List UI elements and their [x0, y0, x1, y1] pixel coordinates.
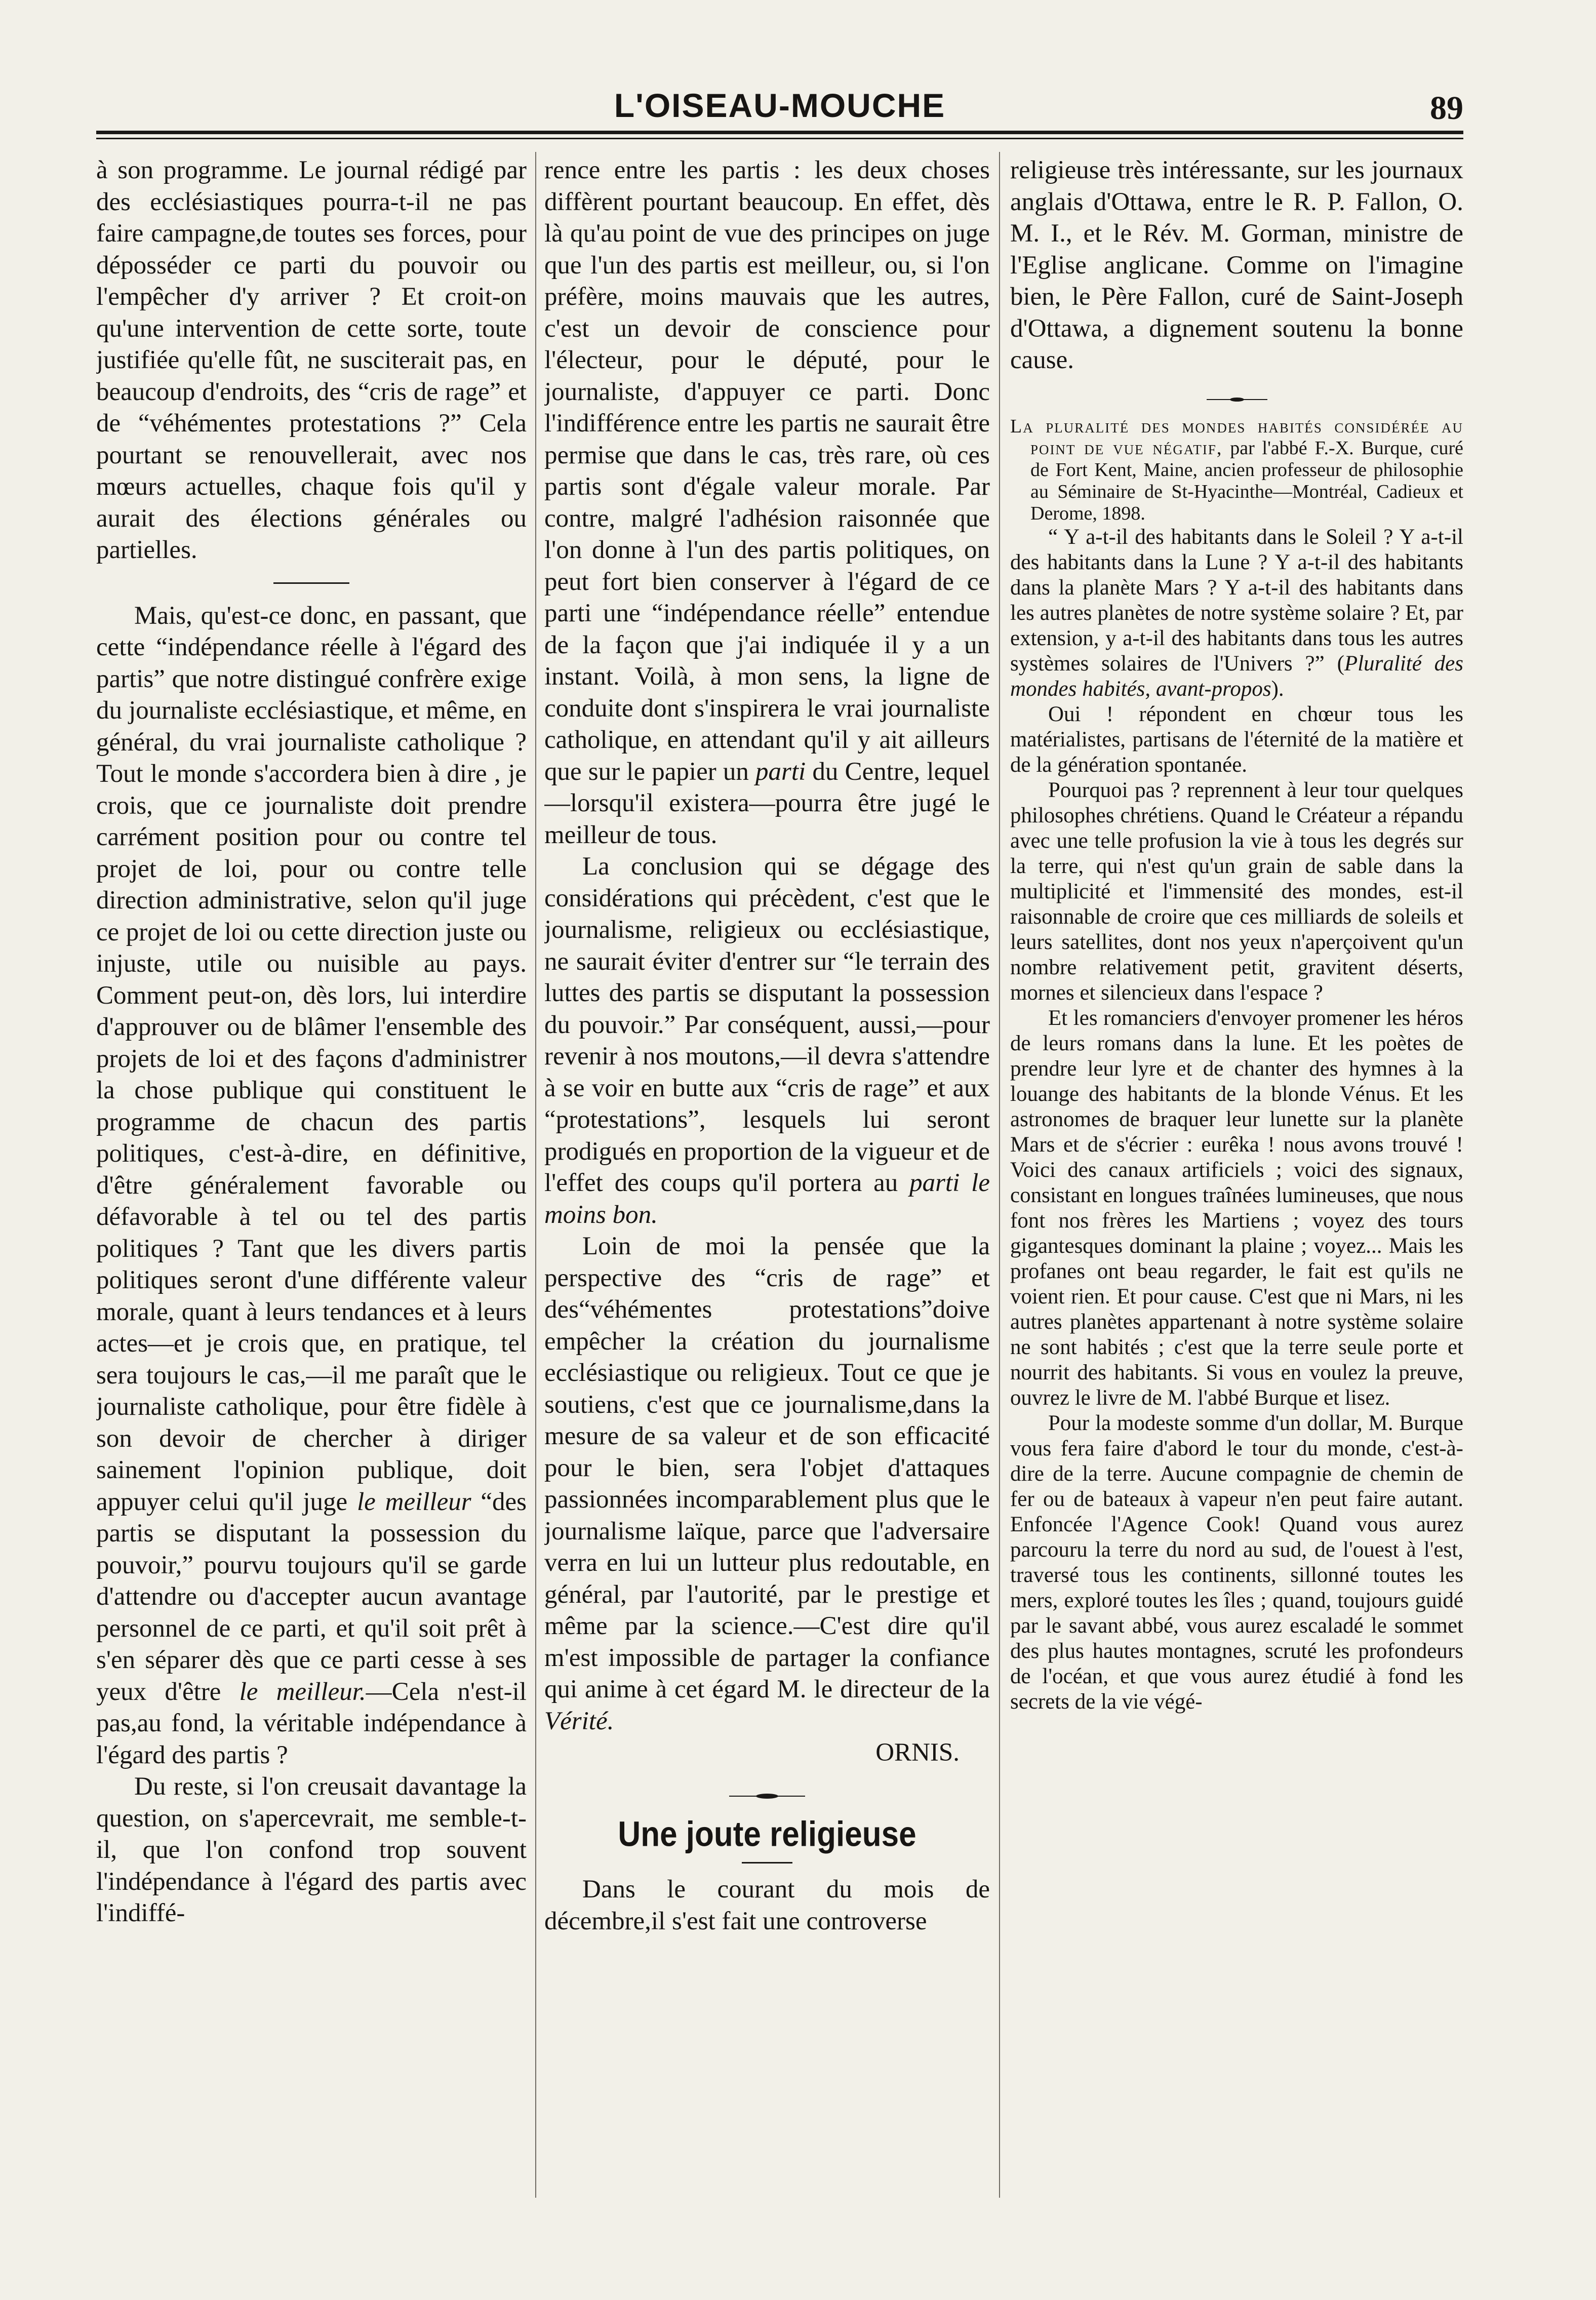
col2-p3-text: Loin de moi la pensée que la perspective des “cris de rage” et des“véhémentes protestations”doive empêcher la création du journalisme ecclésiastique ou religieux. Tout ce que je soutiens, c'est que ce journalisme,dans la mesure de sa valeur et de son efficacité pour le bien, sera l'objet d'attaques passionnées incomparablement plus que le journalisme laïque, parce que l'adversaire verra en lui un lutteur plus redoutable, en général, par l'autorité, par le prestige et même par la science.—C'est dire qu'il m'est impossible de partager la confiance qui anime à cet égard M. le directeur de la [544, 1232, 990, 1703]
page-number: 89 [1430, 90, 1463, 127]
small-ornament-icon [1207, 396, 1267, 403]
col2-paragraph-4: Dans le courant du mois de décembre,il s'est fait une controverse [544, 1875, 990, 1935]
column-1 [96, 154, 527, 2195]
col3-lead-paragraph: religieuse très intéressante, sur les journaux anglais d'Ottawa, entre le R. P. Fallon, O. M. I., et le Rév. M. Gorman, ministre de l'Eglise anglicane. Comme on l'imagine bien, le Père Fallon, curé de Saint-Joseph d'Ottawa, a dignement soutenu la bonne cause. [1010, 156, 1463, 374]
section-title: Une joute religieuse [618, 1814, 916, 1854]
section-title-rule [742, 1862, 792, 1863]
col2-p3-italic: Vérité. [544, 1707, 614, 1735]
col2-p2-text: La conclusion qui se dégage des considérations qui précèdent, c'est que le journalisme, religieux ou ecclésiastique, ne saurait éviter d'entrer sur “le terrain des luttes des partis se disputant la possession du pouvoir.” Par conséquent, aussi,—pour revenir à nos moutons,—il devra s'attendre à se voir en butte aux “cris de rage” et aux “protestations”, lesquels lui seront prodigués en proportion de la vigueur et de l'effet des coups qu'il portera au [544, 852, 990, 1197]
header-rule-thin [96, 138, 1463, 139]
book-review-heading [1010, 416, 1463, 525]
book-details: par l'abbé F.-X. Burque, curé de Fort Kent, Maine, ancien professeur de philosophie au Séminaire de St-Hyacinthe—Montréal, Cadieux et Derome, 1898. [1030, 437, 1463, 524]
col1-p2-italic-2: le meilleur. [239, 1677, 366, 1706]
col1-p2-text-a: Mais, qu'est-ce donc, en passant, que cette “indépendance réelle à l'égard des partis” que notre distingué confrère exige du journaliste ecclésiastique, et même, en général, du vrai journaliste catholique ? Tout le monde s'accordera bien à dire , je crois, que ce journaliste doit prendre carrément position pour ou contre tel projet de loi, pour ou contre telle direction administrative, selon qu'il juge ce projet de loi ou cette direction juste ou injuste, utile ou nuisible au pays. Comment peut-on, dès lors, lui interdire d'approuver ou de blâmer l'ensemble des projets de loi et des façons d'administrer la chose publique qui constituent le programme de chacun des partis politiques, c'est-à-dire, en définitive, d'être généralement favorable ou défavorable à tel ou tel des partis politiques ? Tant que les divers partis politiques seront d'une différente valeur morale, quant à leurs tendances et à leurs actes—et je crois que, en pratique, tel sera toujours le cas,—il me paraît que le journaliste catholique, pour être fidèle à son devoir de chercher à diriger sainement l'opinion publique, doit appuyer celui qu'il juge [96, 601, 527, 1516]
column-3 [1010, 154, 1463, 2195]
header-rule-thick [96, 131, 1463, 134]
col3-paragraph-3: Pourquoi pas ? reprennent à leur tour quelques philosophes chrétiens. Quand le Créateur a répandu avec une telle profusion la vie à tous les degrés sur la terre, qui n'est qu'un grain de sable dans la multiplicité et l'immensité des mondes, est-il raisonnable de croire que ces milliards de soleils et leurs satellites, dont nos yeux n'aperçoivent qu'un nombre relativement petit, gravitent déserts, mornes et silencieux dans l'espace ? [1010, 778, 1463, 1005]
col2-paragraph-3 [544, 1231, 990, 1737]
book-title: La pluralité des mondes habités considérée au point de vue négatif, [1010, 415, 1463, 459]
col2-p1-text: rence entre les partis : les deux choses diffèrent pourtant beaucoup. En effet, dès là qu'au point de vue des principes on juge que l'un des partis est meilleur, ou, si l'on préfère, moins mauvais que les autres, c'est un devoir de conscience pour l'électeur, pour le député, pour le journaliste, d'appuyer ce parti. Donc l'indifférence entre les partis ne saurait être permise que dans le cas, très rare, où ces partis sont d'égale valeur morale. Par contre, malgré l'adhésion raisonnée que l'on donne à l'un des partis politiques, on peut fort bien conserver à l'égard de ce parti une “indépendance réelle” entendue de la façon que j'ai indiquée il y a un instant. Voilà, à mon sens, la ligne de conduite dont s'inspirera le vrai journaliste catholique, en attendant qu'il y ait ailleurs que sur le papier un [544, 156, 990, 786]
column-divider-1 [535, 152, 536, 2198]
author-signature: ORNIS. [875, 1738, 960, 1767]
col2-paragraph-1 [544, 154, 990, 851]
col2-paragraph-2 [544, 851, 990, 1231]
column-divider-2 [999, 152, 1000, 2198]
col3-paragraph-2: Oui ! répondent en chœur tous les matérialistes, partisans de l'éternité de la matière et de la génération spontanée. [1010, 702, 1463, 777]
col1-p2-italic-1: le meilleur [356, 1487, 471, 1516]
col1-p2-text-c: —Cela n'est-il pas,au fond, la véritable indépendance à l'égard des partis ? [96, 1677, 527, 1769]
col3-p1-italic: Pluralité des mondes habités, avant-propos [1010, 651, 1463, 701]
col1-paragraph-3: Du reste, si l'on creusait davantage la question, on s'apercevrait, me semble-t-il, que l'on confond trop souvent l'indépendance à l'égard des partis avec l'indiffé- [96, 1772, 527, 1927]
col2-p1-italic: parti [755, 757, 806, 786]
col3-paragraph-4: Et les romanciers d'envoyer promener les héros de leurs romans dans la lune. Et les poètes de prendre leur lyre et de chanter des hymnes à la louange des habitants de la blonde Vénus. Et les astronomes de braquer leur lunette sur la planète Mars et de s'écrier : eurêka ! nous avons trouvé ! Voici des canaux artificiels ; voici des signaux, consistant en longues traînées lumineuses, que nous font nos frères les Martiens ; voyez des tours gigantesques dominant la plaine ; voyez... Mais les profanes ont beau regarder, le fait est qu'ils ne voient rien. Et pour cause. C'est que ni Mars, ni les autres planètes appartenant à notre système solaire ne sont habités ; c'est que la terre seule porte et nourrit des habitants. Si vous en voulez la preuve, ouvrez le livre de M. l'abbé Burque et lisez. [1010, 1006, 1463, 1410]
ornament-divider-small [1010, 383, 1463, 409]
ornament-divider [544, 1776, 990, 1808]
col1-paragraph-2 [96, 600, 527, 1771]
ornament-divider-icon [729, 1793, 805, 1800]
publication-title: L'OISEAU-MOUCHE [614, 87, 946, 124]
col1-p2-text-b: “des partis se disputant la possession du pouvoir,” pourvu toujours qu'il se garde d'attendre ou d'accepter aucun avantage personnel de ce parti, et qu'il soit prêt à s'en séparer dès que ce parti cesse à ses yeux d'être [96, 1487, 527, 1706]
column-2 [544, 154, 990, 2195]
col3-paragraph-5: Pour la modeste somme d'un dollar, M. Burque vous fera faire d'abord le tour du monde, c'est-à-dire de la terre. Aucune compagnie de chemin de fer ou de bateaux à vapeur n'en peut faire autant. Enfoncée l'Agence Cook! Quand vous aurez parcouru la terre du nord au sud, de l'ouest à l'est, traversé tous les continents, sillonné toutes les mers, exploré toutes les îles ; quand, toujours guidé par le savant abbé, vous aurez escaladé le sommet des plus hautes montagnes, scruté les profondeurs de l'océan, et que vous aurez étudié à fond les secrets de la vie végé- [1010, 1411, 1463, 1714]
col3-p1-text: “ Y a-t-il des habitants dans le Soleil ? Y a-t-il des habitants dans la Lune ? Y a-t-il des habitants dans la planète Mars ? Y a-t-il des habitants dans les autres planètes de notre système solaire ? Et, par extension, y a-t-il des habitants dans tous les autres systèmes solaires de l'Univers ?” ( [1010, 525, 1463, 676]
col2-p1-text-b: du Centre, lequel—lorsqu'il existera—pourra être jugé le meilleur de tous. [544, 757, 990, 849]
col3-p1-end: ). [1271, 677, 1284, 701]
page-header [96, 86, 1463, 129]
col3-paragraph-1 [1010, 525, 1463, 702]
separator-rule [273, 582, 349, 584]
col1-paragraph-1: à son programme. Le journal rédigé par des ecclésiastiques pourra-t-il ne pas faire campagne,de toutes ses forces, pour déposséder ce parti du pouvoir ou l'empêcher d'y arriver ? Et croit-on qu'une intervention de cette sorte, toute justifiée qu'elle fût, ne susciterait pas, en beaucoup d'endroits, des “cris de rage” et de “véhémentes protestations ?” Cela pourtant se renouvellerait, avec nos mœurs actuelles, chaque fois qu'il y aurait des élections générales ou partielles. [96, 156, 527, 564]
col2-p2-italic: parti le moins bon. [544, 1169, 990, 1229]
